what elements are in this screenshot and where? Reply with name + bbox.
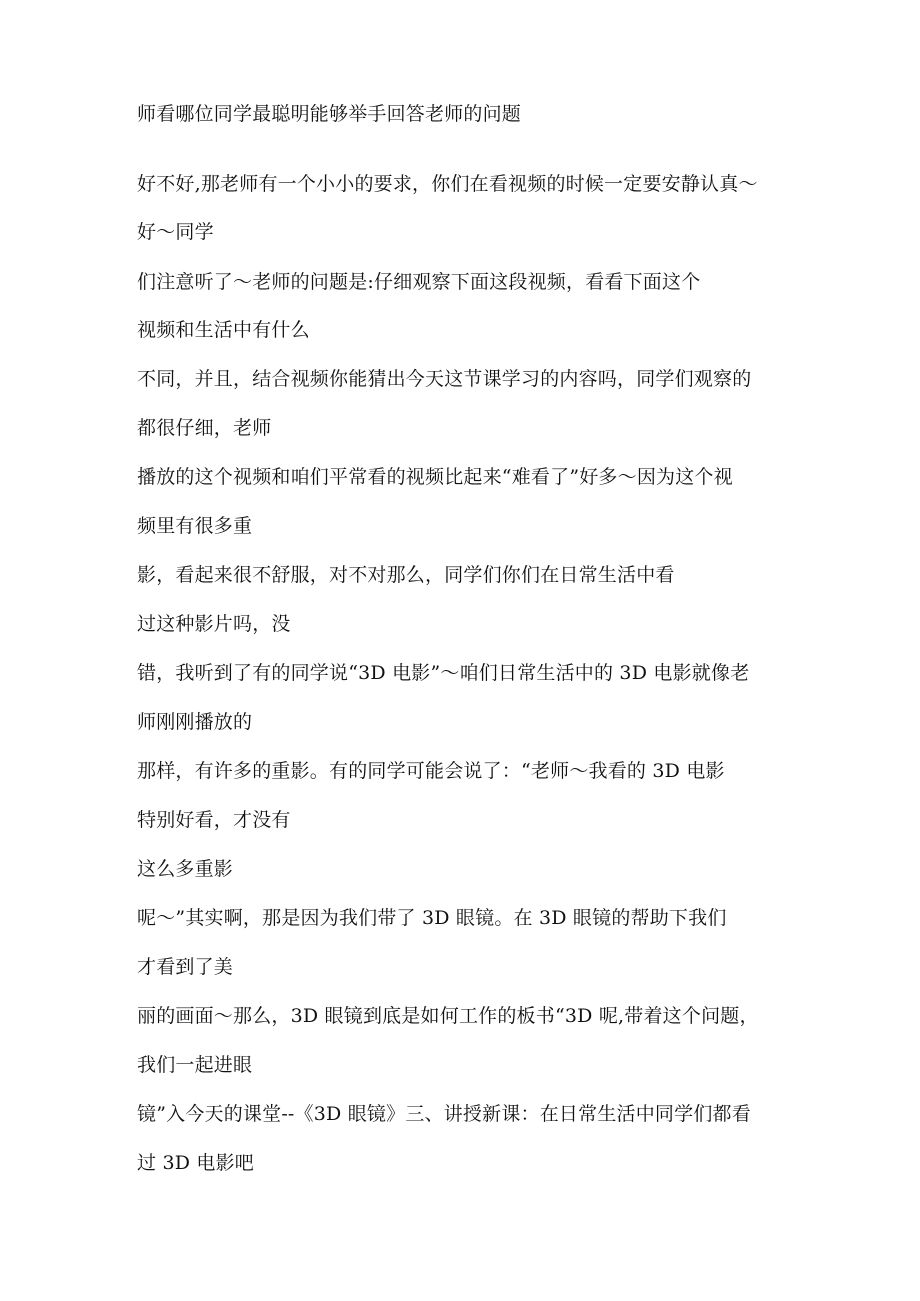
text-line-3: 好～同学 bbox=[137, 221, 214, 243]
text-line-19: 丽的画面～那么，3D 眼镜到底是如何工作的板书“3D 呢,带着这个问题， bbox=[137, 1005, 759, 1027]
text-line-5: 视频和生活中有什么 bbox=[137, 319, 310, 341]
text-line-4: 们注意听了～老师的问题是:仔细观察下面这段视频，看看下面这个 bbox=[137, 271, 701, 293]
text-line-12: 错，我听到了有的同学说“3D 电影”～咱们日常生活中的 3D 电影就像老 bbox=[137, 662, 750, 684]
text-line-9: 频里有很多重 bbox=[137, 515, 253, 537]
text-line-10: 影，看起来很不舒服，对不对那么，同学们你们在日常生活中看 bbox=[137, 564, 675, 586]
text-line-13: 师刚刚播放的 bbox=[137, 711, 253, 733]
text-line-18: 才看到了美 bbox=[137, 956, 234, 978]
text-line-20: 我们一起进眼 bbox=[137, 1054, 253, 1076]
text-line-14: 那样，有许多的重影。有的同学可能会说了：“老师～我看的 3D 电影 bbox=[137, 760, 725, 782]
text-line-17: 呢～”其实啊，那是因为我们带了 3D 眼镜。在 3D 眼镜的帮助下我们 bbox=[137, 907, 727, 929]
text-line-8: 播放的这个视频和咱们平常看的视频比起来“难看了”好多～因为这个视 bbox=[137, 466, 733, 488]
text-line-21: 镜”入今天的课堂--《3D 眼镜》三、讲授新课：在日常生活中同学们都看 bbox=[137, 1103, 751, 1125]
text-line-22: 过 3D 电影吧 bbox=[137, 1152, 255, 1174]
text-line-11: 过这种影片吗，没 bbox=[137, 613, 291, 635]
text-line-15: 特别好看，才没有 bbox=[137, 809, 291, 831]
text-line-1: 师看哪位同学最聪明能够举手回答老师的问题 bbox=[137, 103, 522, 125]
text-line-7: 都很仔细，老师 bbox=[137, 417, 272, 439]
text-line-16: 这么多重影 bbox=[137, 858, 234, 880]
text-line-6: 不同，并且，结合视频你能猜出今天这节课学习的内容吗，同学们观察的 bbox=[137, 368, 752, 390]
text-line-2: 好不好,那老师有一个小小的要求，你们在看视频的时候一定要安静认真～ bbox=[137, 173, 758, 195]
